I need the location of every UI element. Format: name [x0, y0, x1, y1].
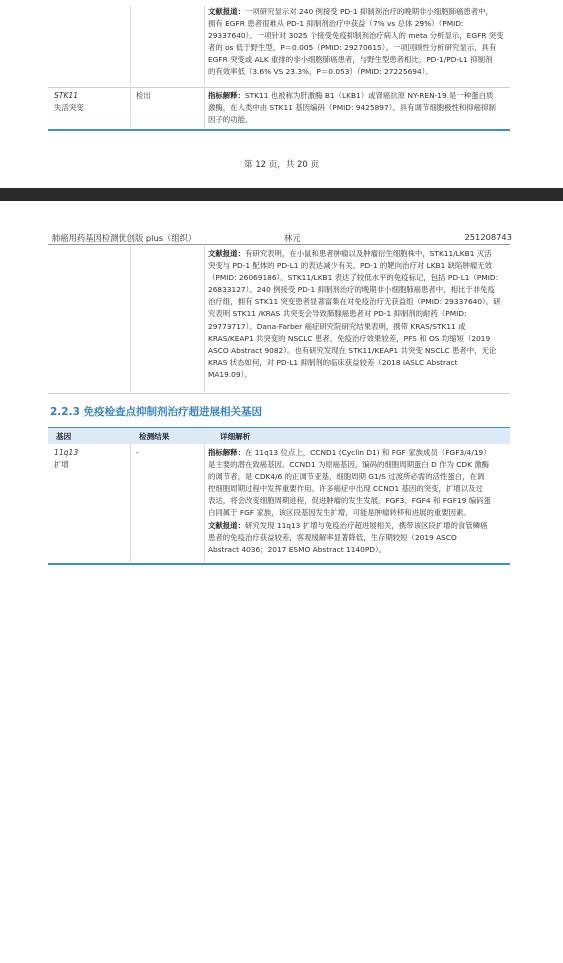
detail-text: （PMID: 26069186）。STK11/LKB1 表达了较低水平的免疫标记，包括 PD-L1（PMID:	[208, 273, 499, 283]
detail-line	[208, 345, 504, 357]
detail-text: KRAS 状态如何，对 PD-L1 抑制剂的临床获益较差（2018 IASLC Abstract	[208, 357, 458, 367]
detail-text: 在 11q13 位点上，CCND1 (Cyclin D1) 和 FGF 家族成员（FGF3/4/19）	[244, 448, 491, 457]
sample-id: 251208743	[464, 232, 512, 242]
col-result: 检测结果	[139, 432, 170, 441]
detail-text: 因子的功能。	[208, 115, 253, 125]
detail-line	[208, 260, 504, 272]
detail-label: 指标解释：	[208, 91, 245, 100]
detail-text: Abstract 4036；2017 ESMO Abstract 1140PD）。	[208, 544, 387, 554]
gene-variant: 失活突变	[54, 103, 84, 112]
detail-text: 26833127）。240 例接受 PD-1 抑制剂治疗的晚期非小细胞肺癌患者中，相比于非免疫	[208, 285, 495, 295]
detail-text: 29773717）。Dana-Farber 癌症研究院研究结果表明，携带 KRAS/STK11 或	[208, 321, 466, 331]
detail-line	[208, 296, 504, 308]
detail-label: 文献报道：	[208, 7, 245, 16]
detail-text: STK11 也被称为肝激酶 B1（LKB1）或肾癌抗原 NY-REN-19 是一种蛋白质	[244, 91, 494, 100]
detail-line	[208, 6, 504, 18]
detail-text: KRAS/KEAP1 共突变的 NSCLC 患者，免疫治疗效果较差，PFS 和 OS 均缩短（2019	[208, 333, 491, 343]
report-title: 肺癌用药基因检测优创版 plus（组织）	[52, 233, 197, 243]
detail-text: 究表明 STK11 /KRAS 共突变会导致肺腺癌患者对 PD-1 抑制剂的耐药（PMID:	[208, 309, 467, 319]
col-gene: 基因	[56, 432, 72, 441]
detail-line	[208, 66, 504, 78]
detail-label: 文献报道：	[208, 249, 245, 258]
detail-line	[208, 459, 504, 471]
detail-text: 是主要的潜在致癌基因。CCND1 为原癌基因，编码的细胞周期蛋白 D 作为 CDK 激酶	[208, 460, 490, 470]
detail-line	[208, 248, 504, 260]
detail-line	[208, 90, 504, 102]
col-detail: 详细解析	[220, 432, 251, 441]
11q13-detail-text	[208, 447, 504, 556]
table-header	[48, 427, 510, 444]
table-row-11q13	[48, 444, 510, 562]
detail-line	[208, 308, 504, 320]
page-separator	[0, 188, 563, 201]
detail-text: 一项研究显示对 240 例接受 PD-1 抑制剂治疗的晚期非小细胞肺癌患者中，	[244, 7, 493, 16]
detail-line	[208, 495, 504, 507]
prev-detail-text	[208, 6, 504, 79]
detail-text: 的调节者，是 CDK4/6 的正调节亚基，细胞周期 G1/S 过渡所必需的活性蛋白，在调	[208, 472, 485, 482]
section-title: 2.2.3 免疫检查点抑制剂治疗超进展相关基因	[50, 406, 263, 418]
table-row-prev	[48, 6, 510, 86]
page-12-bottom	[0, 0, 563, 188]
detail-line	[208, 42, 504, 54]
detail-line	[208, 447, 504, 459]
detail-line	[208, 102, 504, 114]
detail-line	[208, 284, 504, 296]
gene-name: STK11	[54, 91, 79, 100]
table-row-stk11-cont	[48, 246, 510, 392]
detail-text: 有研究表明，在小鼠和患者肿瘤以及肿瘤衍生细胞株中，STK11/LKB1 灭活	[244, 249, 492, 258]
detail-text: 者的 os 低于野生型，P＝0.005（PMID: 29270615）。一项回顾性分析研究显示，具有	[208, 43, 497, 53]
result-cell: 检出	[136, 91, 151, 100]
detail-text: 拥有 EGFR 患者很难从 PD-1 抑制剂治疗中获益（7% vs 总体 29%）（PMID:	[208, 19, 464, 29]
detail-text: 突变与 PD-1 配体的 PD-L1 的表达减少有关。PD-1 的靶向治疗对 LKB1 缺陷肿瘤无效	[208, 261, 493, 271]
detail-text: EGFR 突变或 ALK 重排的非小细胞肺癌患者，与野生型患者相比，PD-1/PD-L1 抑制剂	[208, 55, 493, 65]
detail-text: MA19.09）。	[208, 369, 252, 379]
detail-line	[208, 321, 504, 333]
detail-line	[208, 357, 504, 369]
detail-text: ASCO Abstract 9082）。也有研究发现在 STK11/KEAP1 共突变 NSCLC 患者中，无论	[208, 345, 497, 355]
patient-name: 林元	[284, 233, 301, 243]
detail-line	[208, 18, 504, 30]
stk11-detail-text	[208, 90, 504, 126]
detail-text: 治疗组，拥有 STK11 突变患者显著富集在对免疫治疗无获益组（PMID: 29337640）。研	[208, 297, 501, 307]
detail-line	[208, 114, 504, 126]
page-number: 第 12 页，共 20 页	[244, 160, 319, 170]
detail-label: 文献报道：	[208, 520, 245, 530]
detail-text: 表达，将会改变细胞周期进程，促进肿瘤的发生发展。FGF3、FGF4 和 FGF19 编码蛋	[208, 496, 491, 506]
detail-line	[208, 272, 504, 284]
detail-line	[208, 532, 504, 544]
detail-text: 白同属于 FGF 家族，该区段基因发生扩增，可能是肿瘤转移和进展的重要因素。	[208, 508, 471, 518]
gene-variant: 扩增	[54, 460, 69, 469]
gene-cell	[54, 447, 126, 471]
detail-line	[208, 507, 504, 519]
detail-text: 研究发现 11q13 扩增与免疫治疗超进展相关，携带该区段扩增的食管鳞癌	[244, 520, 488, 530]
gene-name: 11q13	[54, 448, 79, 457]
detail-text: 的有效率低（3.6% VS 23.3%，P＝0.053）（PMID: 27225694）。	[208, 67, 433, 77]
detail-line	[208, 369, 504, 381]
detail-line	[208, 30, 504, 42]
detail-line	[208, 471, 504, 483]
detail-line	[208, 544, 504, 556]
detail-text: 患者的免疫治疗获益较差，客观缓解率显著降低，生存期较短（2019 ASCO	[208, 532, 457, 542]
detail-text: 激酶，在人类中由 STK11 基因编码（PMID: 9425897）。具有调节细胞极性和抑癌抑制	[208, 103, 496, 113]
result-cell: -	[136, 448, 139, 457]
detail-line	[208, 333, 504, 345]
detail-line	[208, 54, 504, 66]
page-13-top	[0, 201, 563, 963]
detail-line	[208, 520, 504, 532]
stk11-literature-text	[208, 248, 504, 381]
detail-text: 29337640）。一项针对 3025 个接受免疫抑制剂治疗病人的 meta 分析显示，EGFR 突变	[208, 31, 504, 41]
detail-text: 控细胞周期过程中发挥重要作用。许多癌症中出现 CCND1 基因的突变，扩增以及过	[208, 484, 483, 494]
detail-label: 指标解释：	[208, 448, 245, 457]
table-row-stk11	[48, 88, 510, 128]
gene-cell	[54, 90, 126, 114]
detail-line	[208, 483, 504, 495]
